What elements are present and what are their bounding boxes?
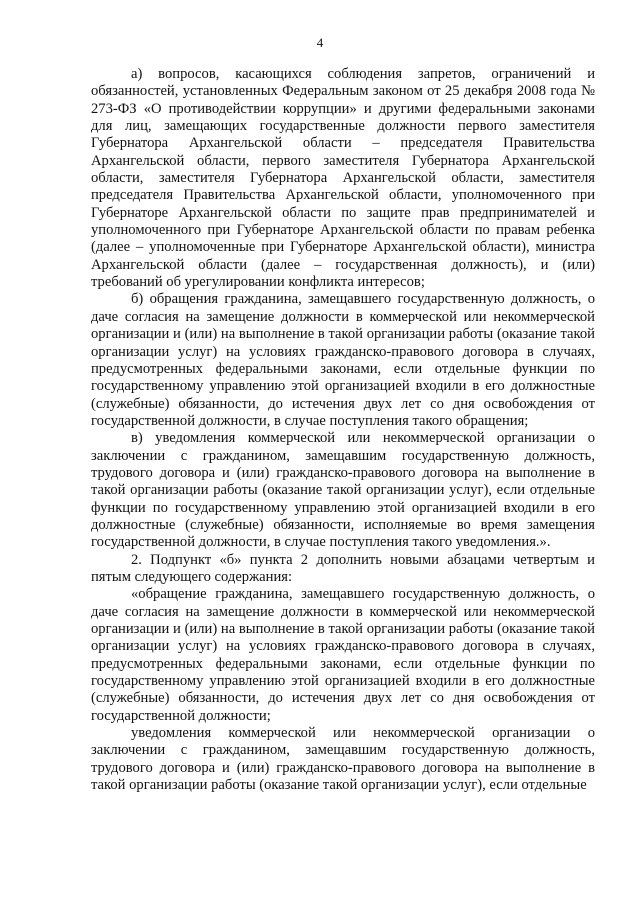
paragraph-new-fourth: «обращение гражданина, замещавшего государственную должность, о даче согласия на замещение должности в коммерческой или некоммерческой организации и (или) на выполнение в такой организации работы (оказание такой организации услуг) на условиях гражданско-правового договора в случаях, предусмотренных федеральными законами, если отдельные функции по государственному управлению этой организацией входили в его должностные (служебные) обязанности, до истечения двух лет со дня освобождения от государственной должности; xyxy=(91,586,595,724)
paragraph-new-fifth: уведомления коммерческой или некоммерческой организации о заключении с гражданином, замещавшим государственную должность, трудового договора и (или) гражданско-правового договора на выполнение в такой организации работы (оказание такой организации услуг), если отдельные xyxy=(91,725,595,794)
paragraph-subitem-b: б) обращения гражданина, замещавшего государственную должность, о даче согласия на замещение должности в коммерческой или некоммерческой организации и (или) на выполнение в такой организации работы (оказание такой организации услуг) на условиях гражданско-правового договора в случаях, предусмотренных федеральными законами, если отдельные функции по государственному управлению этой организацией входили в его должностные (служебные) обязанности, до истечения двух лет со дня освобождения от государственной должности, в случае поступления такого обращения; xyxy=(91,291,595,429)
document-body xyxy=(91,66,595,794)
paragraph-subitem-a: а) вопросов, касающихся соблюдения запретов, ограничений и обязанностей, установленных Федеральным законом от 25 декабря 2008 года № 273-ФЗ «О противодействии коррупции» и другими федеральными законами для лиц, замещающих государственные должности первого заместителя Губернатора Архангельской области – председателя Правительства Архангельской области, первого заместителя Губернатора Архангельской области, заместителя Губернатора Архангельской области, заместителя председателя Правительства Архангельской области, уполномоченного при Губернаторе Архангельской области по защите прав предпринимателей и уполномоченного при Губернаторе Архангельской области по правам ребенка (далее – уполномоченные при Губернаторе Архангельской области), министра Архангельской области (далее – государственная должность), и (или) требований об урегулировании конфликта интересов; xyxy=(91,66,595,291)
page-number: 4 xyxy=(316,35,324,50)
paragraph-item-2: 2. Подпункт «б» пункта 2 дополнить новыми абзацами четвертым и пятым следующего содержания: xyxy=(91,551,595,585)
paragraph-subitem-v: в) уведомления коммерческой или некоммерческой организации о заключении с гражданином, замещавшим государственную должность, трудового договора и (или) гражданско-правового договора на выполнение в такой организации работы (оказание такой организации услуг), если отдельные функции по государственному управлению этой организацией входили в его должностные (служебные) обязанности, исполняемые во время замещения государственной должности, в случае поступления такого уведомления.». xyxy=(91,430,595,551)
